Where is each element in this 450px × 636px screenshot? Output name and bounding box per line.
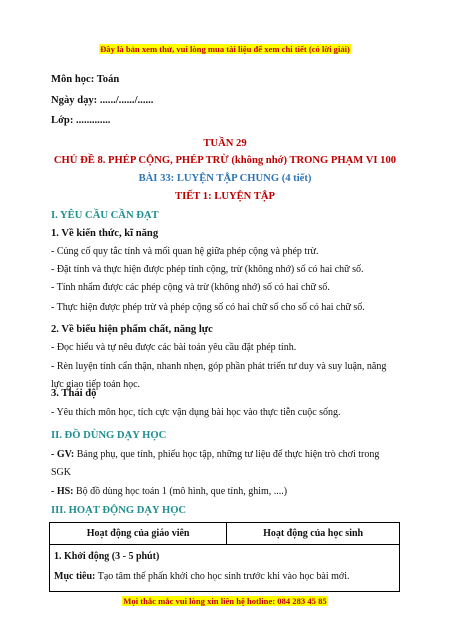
subject-line: Môn học: Toán: [51, 74, 120, 85]
class-line: Lớp: .............: [51, 115, 111, 126]
gv-line-cont: SGK: [51, 467, 72, 478]
section1-title: I. YÊU CẦU CẦN ĐẠT: [51, 210, 159, 221]
topic-heading: CHỦ ĐỀ 8. PHÉP CỘNG, PHÉP TRỪ (không nhớ) TRONG PHẠM VI 100: [53, 155, 397, 166]
section1-sub3: 3. Thái độ: [51, 388, 97, 399]
week-heading: TUẦN 29: [203, 138, 247, 149]
section3-title: III. HOẠT ĐỘNG DẠY HỌC: [51, 505, 187, 516]
activity-row-title: 1. Khởi động (3 - 5 phút): [54, 551, 160, 562]
gv-label: - GV:: [51, 449, 75, 460]
hs-line: [51, 486, 287, 498]
hotline-banner-text: Mọi thắc mắc vui lòng xin liên hệ hotline: 084 283 45 85: [123, 596, 327, 606]
gv-text: Bảng phụ, que tính, phiếu học tập, những tư liệu để thực hiện trò chơi trong: [74, 449, 380, 460]
preview-banner-text: Đây là bản xem thử, vui lòng mua tài liệu để xem chi tiết (có lời giải): [100, 44, 350, 54]
list-item: - Yêu thích môn học, tích cực vận dụng bài học vào thực tiễn cuộc sống.: [51, 407, 341, 418]
activity-table: [49, 522, 400, 592]
table-row: [50, 545, 400, 592]
list-item: - Đọc hiểu và tự nêu được các bài toán yêu cầu đặt phép tính.: [51, 342, 297, 353]
goal-label: Mục tiêu:: [54, 571, 96, 582]
date-line: Ngày dạy: ....../....../......: [51, 95, 154, 106]
preview-banner: [0, 44, 450, 54]
teacher-column-header: Hoạt động của giáo viên: [50, 523, 227, 545]
section2-title: II. ĐỒ DÙNG DẠY HỌC: [51, 430, 167, 441]
list-item: - Củng cố quy tắc tính và mối quan hệ giữa phép cộng và phép trừ.: [51, 246, 319, 257]
student-column-header: Hoạt động của học sinh: [227, 523, 400, 545]
section1-sub2: 2. Về biểu hiện phẩm chất, năng lực: [51, 324, 213, 335]
list-item: lực giao tiếp toán học.: [51, 379, 141, 390]
activity-goal: [54, 567, 395, 587]
hs-text: Bộ đồ dùng học toán 1 (mô hình, que tính, ghim, ....): [73, 486, 288, 497]
table-header-row: [50, 523, 400, 545]
activity-cell: [50, 545, 400, 592]
hs-label: - HS:: [51, 486, 74, 497]
lesson-heading: BÀI 33: LUYỆN TẬP CHUNG (4 tiết): [138, 173, 312, 184]
gv-line: [51, 449, 379, 461]
hotline-banner: [0, 596, 450, 606]
period-heading: TIẾT 1: LUYỆN TẬP: [175, 191, 275, 202]
goal-text: Tạo tâm thế phấn khởi cho học sinh trước khi vào học bài mới.: [95, 571, 350, 582]
section1-sub1: 1. Về kiến thức, kĩ năng: [51, 228, 159, 239]
list-item: - Tính nhẩm được các phép cộng và trừ (không nhớ) số có hai chữ số.: [51, 282, 330, 293]
list-item: - Đặt tính và thực hiện được phép tính cộng, trừ (không nhớ) số có hai chữ số.: [51, 264, 364, 275]
list-item: - Thực hiện được phép trừ và phép cộng số có hai chữ số cho số có hai chữ số.: [51, 302, 365, 313]
list-item: - Rèn luyện tính cẩn thận, nhanh nhẹn, góp phần phát triển tư duy và suy luận, năng: [51, 361, 387, 372]
